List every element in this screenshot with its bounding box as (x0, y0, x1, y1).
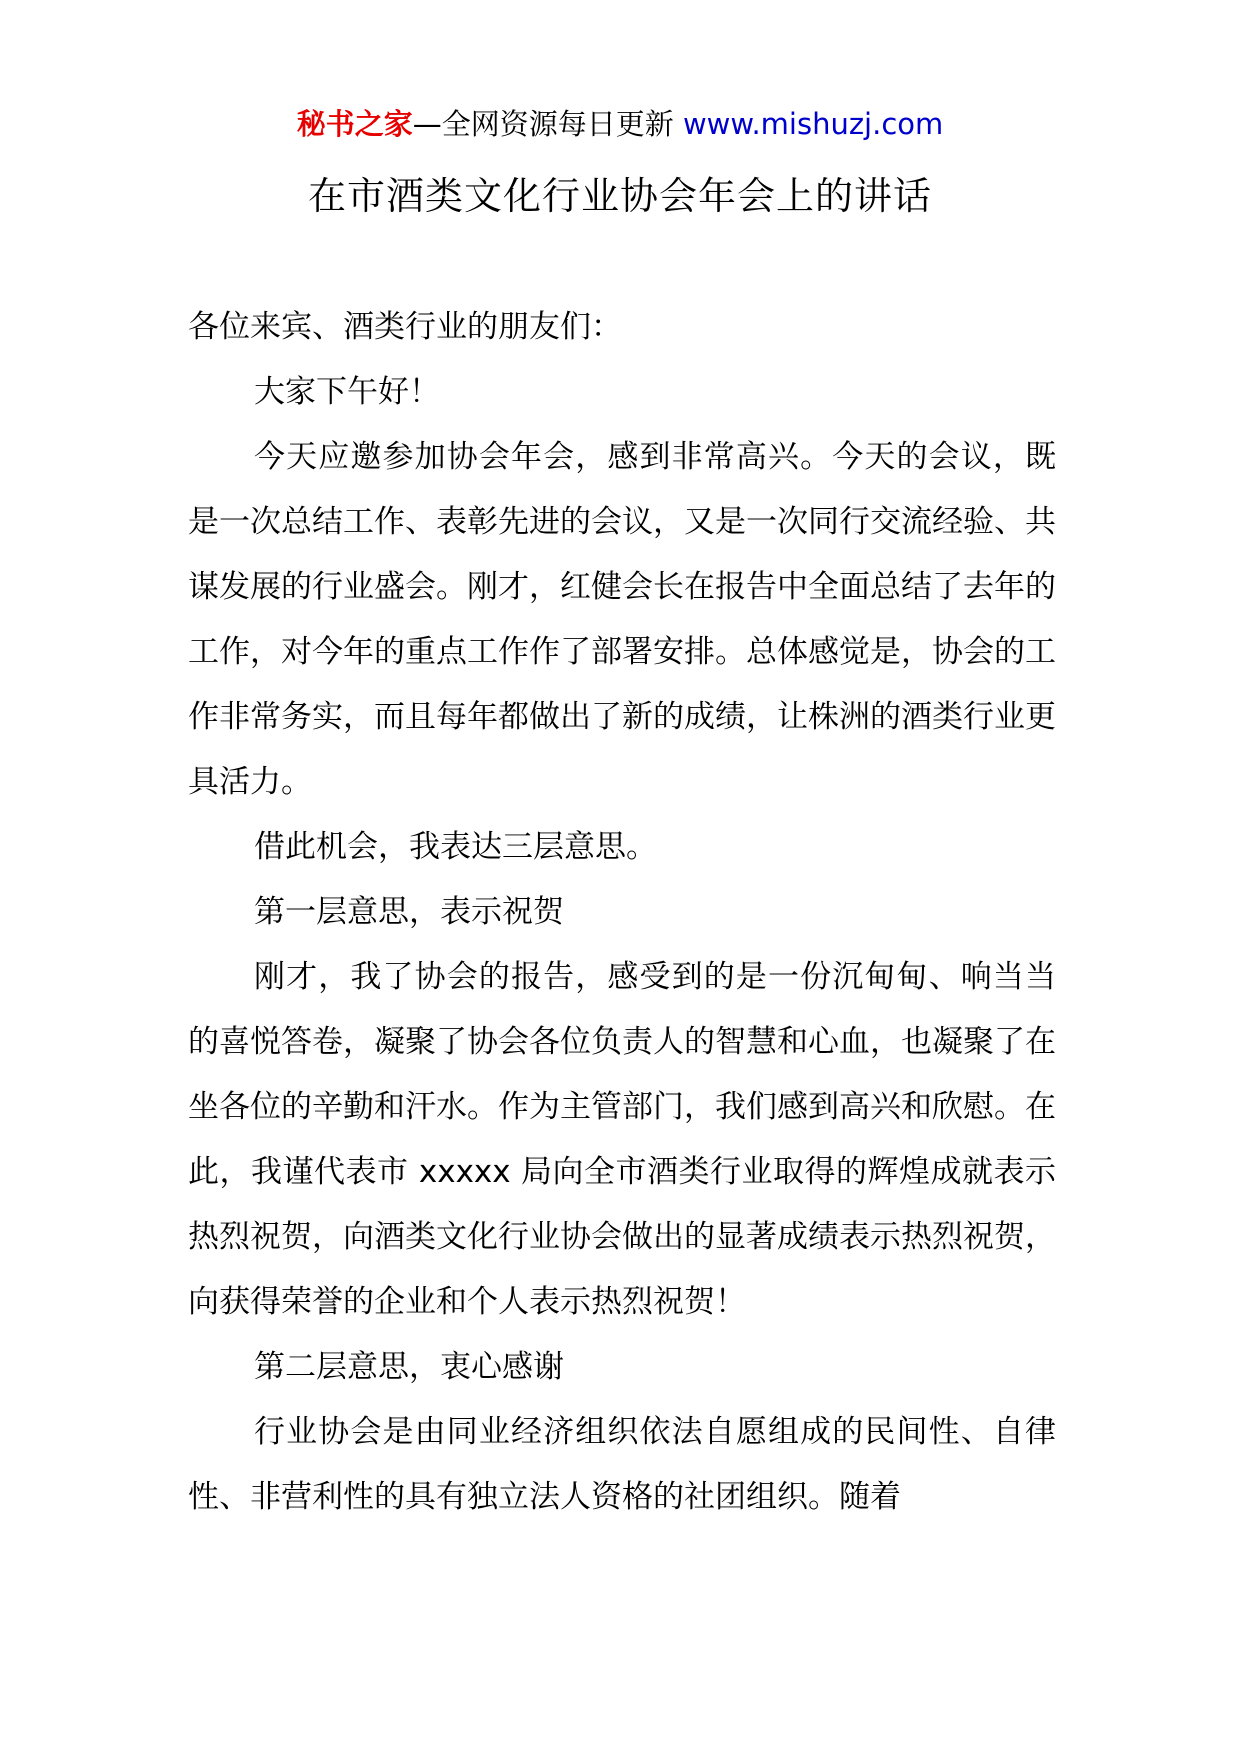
paragraph: 刚才，我了协会的报告，感受到的是一份沉甸甸、响当当的喜悦答卷，凝聚了协会各位负责人的智慧和心血，也凝聚了在坐各位的辛勤和汗水。作为主管部门，我们感到高兴和欣慰。在此，我谨代表市 xxxxx 局向全市酒类行业取得的辉煌成就表示热烈祝贺，向酒类文化行业协会做出的显著成绩表示热烈祝贺，向获得荣誉的企业和个人表示热烈祝贺！ (188, 959, 1056, 1320)
document-body (188, 295, 1056, 1530)
site-brand: 秘书之家 (296, 107, 413, 141)
site-url-link[interactable]: www.mishuzj.com (682, 107, 944, 141)
salutation: 各位来宾、酒类行业的朋友们： (188, 309, 622, 345)
document-title: 在市酒类文化行业协会年会上的讲话 (307, 174, 932, 218)
greeting: 大家下午好！ (254, 374, 440, 410)
site-slogan: —全网资源每日更新 (412, 107, 683, 141)
section-heading: 第二层意思，衷心感谢 (254, 1349, 564, 1385)
paragraph: 行业协会是由同业经济组织依法自愿组成的民间性、自律性、非营利性的具有独立法人资格的社团组织。随着 (188, 1414, 1056, 1515)
section-heading: 第一层意思，表示祝贺 (254, 894, 564, 930)
paragraph: 借此机会，我表达三层意思。 (254, 829, 657, 865)
paragraph: 今天应邀参加协会年会，感到非常高兴。今天的会议，既是一次总结工作、表彰先进的会议，又是一次同行交流经验、共谋发展的行业盛会。刚才，红健会长在报告中全面总结了去年的工作，对今年的重点工作作了部署安排。总体感觉是，协会的工作非常务实，而且每年都做出了新的成绩，让株洲的酒类行业更具活力。 (188, 439, 1056, 800)
site-header (0, 104, 1240, 144)
